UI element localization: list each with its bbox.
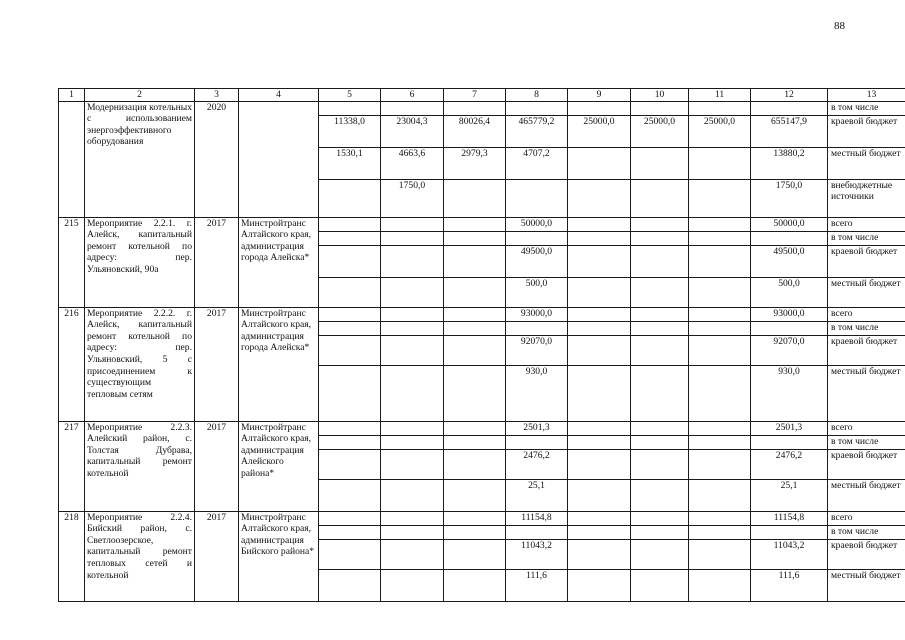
value-cell: 930,0	[751, 365, 828, 421]
column-header: 8	[506, 89, 568, 102]
value-cell	[319, 179, 381, 217]
funding-source: в том числе	[828, 321, 905, 335]
value-cell	[568, 277, 631, 307]
column-header: 2	[85, 89, 195, 102]
column-header: 10	[631, 89, 689, 102]
measure-title: Мероприятие 2.2.2. г. Алейск, капитальный ремонт котельной по адресу: пер. Ульяновский, 5 с присоединением к существующим тепловым сетям	[85, 307, 195, 421]
value-cell	[689, 217, 751, 231]
value-cell	[568, 245, 631, 277]
measure-title: Мероприятие 2.2.3. Алейский район, с. Толстая Дубрава, капитальный ремонт котельной	[85, 421, 195, 511]
value-cell	[319, 421, 381, 435]
value-cell	[568, 539, 631, 569]
value-cell: 11043,2	[751, 539, 828, 569]
value-cell	[319, 525, 381, 539]
funding-source: местный бюджет	[828, 277, 905, 307]
value-cell	[751, 321, 828, 335]
value-cell: 93000,0	[751, 307, 828, 321]
row-number: 216	[59, 307, 85, 421]
measure-year: 2020	[195, 101, 239, 217]
funding-source: местный бюджет	[828, 569, 905, 601]
value-cell	[631, 365, 689, 421]
funding-source: краевой бюджет	[828, 539, 905, 569]
value-cell	[631, 435, 689, 449]
value-cell	[506, 321, 568, 335]
value-cell	[381, 365, 444, 421]
funding-source: краевой бюджет	[828, 115, 905, 147]
value-cell	[631, 525, 689, 539]
value-cell	[631, 245, 689, 277]
measure-year: 2017	[195, 511, 239, 601]
value-cell	[689, 449, 751, 479]
value-cell: 92070,0	[506, 335, 568, 365]
measure-year: 2017	[195, 307, 239, 421]
column-header: 6	[381, 89, 444, 102]
value-cell: 500,0	[506, 277, 568, 307]
value-cell: 92070,0	[751, 335, 828, 365]
value-cell	[631, 335, 689, 365]
value-cell	[631, 101, 689, 115]
value-cell	[689, 245, 751, 277]
value-cell	[381, 435, 444, 449]
value-cell	[568, 479, 631, 511]
value-cell	[568, 365, 631, 421]
value-cell: 500,0	[751, 277, 828, 307]
value-cell	[506, 435, 568, 449]
value-cell	[689, 307, 751, 321]
measure-title: Мероприятие 2.2.4. Бийский район, с. Светлоозерское, капитальный ремонт тепловых сетей и котельной	[85, 511, 195, 601]
value-cell	[444, 231, 506, 245]
value-cell	[631, 147, 689, 179]
funding-source: в том числе	[828, 435, 905, 449]
value-cell	[444, 217, 506, 231]
measure-executor: Минстройтранс Алтайского края, администрация города Алейска*	[239, 217, 319, 307]
value-cell	[689, 525, 751, 539]
value-cell	[444, 421, 506, 435]
value-cell: 465779,2	[506, 115, 568, 147]
value-cell	[689, 435, 751, 449]
value-cell	[568, 569, 631, 601]
value-cell	[381, 539, 444, 569]
row-number	[59, 101, 85, 217]
value-cell: 2476,2	[751, 449, 828, 479]
value-cell: 50000,0	[751, 217, 828, 231]
funding-source: в том числе	[828, 525, 905, 539]
row-number: 215	[59, 217, 85, 307]
value-cell	[381, 449, 444, 479]
column-header: 5	[319, 89, 381, 102]
measure-title: Мероприятие 2.2.1. г. Алейск, капитальный ремонт котельной по адресу: пер. Ульяновский, 90а	[85, 217, 195, 307]
value-cell	[319, 321, 381, 335]
value-cell: 2979,3	[444, 147, 506, 179]
value-cell: 2476,2	[506, 449, 568, 479]
value-cell: 25000,0	[689, 115, 751, 147]
value-cell	[319, 217, 381, 231]
funding-source: внебюджетные источники	[828, 179, 905, 217]
value-cell	[381, 479, 444, 511]
value-cell	[631, 421, 689, 435]
funding-source: всего	[828, 421, 905, 435]
value-cell	[751, 435, 828, 449]
page-number: 88	[834, 20, 845, 32]
value-cell	[751, 525, 828, 539]
value-cell: 2501,3	[751, 421, 828, 435]
table-row	[59, 421, 905, 435]
value-cell	[506, 525, 568, 539]
table-row	[59, 307, 905, 321]
value-cell	[631, 479, 689, 511]
value-cell	[444, 569, 506, 601]
value-cell	[689, 231, 751, 245]
column-header: 1	[59, 89, 85, 102]
value-cell	[506, 179, 568, 217]
funding-source: краевой бюджет	[828, 449, 905, 479]
funding-source: всего	[828, 511, 905, 525]
value-cell	[381, 421, 444, 435]
value-cell	[568, 421, 631, 435]
value-cell: 49500,0	[751, 245, 828, 277]
value-cell	[751, 101, 828, 115]
column-header: 4	[239, 89, 319, 102]
value-cell	[631, 231, 689, 245]
value-cell	[568, 449, 631, 479]
funding-source: краевой бюджет	[828, 245, 905, 277]
value-cell	[444, 179, 506, 217]
value-cell: 93000,0	[506, 307, 568, 321]
value-cell: 111,6	[751, 569, 828, 601]
column-header: 3	[195, 89, 239, 102]
value-cell	[568, 525, 631, 539]
value-cell	[751, 231, 828, 245]
value-cell	[631, 277, 689, 307]
column-header: 11	[689, 89, 751, 102]
value-cell: 23004,3	[381, 115, 444, 147]
value-cell	[631, 217, 689, 231]
budget-table	[58, 88, 905, 602]
value-cell	[444, 321, 506, 335]
value-cell	[319, 101, 381, 115]
value-cell	[319, 307, 381, 321]
value-cell	[506, 231, 568, 245]
value-cell	[444, 277, 506, 307]
value-cell	[444, 525, 506, 539]
measure-executor: Минстройтранс Алтайского края, администрация Бийского района*	[239, 511, 319, 601]
funding-source: местный бюджет	[828, 479, 905, 511]
value-cell	[689, 569, 751, 601]
value-cell: 11154,8	[751, 511, 828, 525]
measure-title: Модернизация котельных с использованием энергоэффективного оборудования	[85, 101, 195, 217]
value-cell	[319, 365, 381, 421]
value-cell	[381, 321, 444, 335]
value-cell: 4707,2	[506, 147, 568, 179]
value-cell	[631, 449, 689, 479]
value-cell: 2501,3	[506, 421, 568, 435]
value-cell	[444, 307, 506, 321]
value-cell	[631, 539, 689, 569]
header-row	[59, 89, 905, 102]
value-cell	[568, 217, 631, 231]
value-cell	[381, 231, 444, 245]
value-cell	[689, 101, 751, 115]
funding-source: в том числе	[828, 231, 905, 245]
column-header: 13	[828, 89, 905, 102]
value-cell	[381, 245, 444, 277]
value-cell	[689, 277, 751, 307]
column-header: 12	[751, 89, 828, 102]
value-cell: 50000,0	[506, 217, 568, 231]
value-cell: 80026,4	[444, 115, 506, 147]
funding-source: в том числе	[828, 101, 905, 115]
value-cell	[689, 511, 751, 525]
value-cell	[689, 421, 751, 435]
value-cell	[568, 335, 631, 365]
value-cell	[381, 101, 444, 115]
value-cell	[444, 101, 506, 115]
measure-executor	[239, 101, 319, 217]
funding-source: местный бюджет	[828, 147, 905, 179]
value-cell	[444, 435, 506, 449]
value-cell	[381, 525, 444, 539]
value-cell	[631, 307, 689, 321]
value-cell	[381, 217, 444, 231]
value-cell: 49500,0	[506, 245, 568, 277]
value-cell	[444, 479, 506, 511]
value-cell: 930,0	[506, 365, 568, 421]
value-cell	[568, 147, 631, 179]
funding-source: местный бюджет	[828, 365, 905, 421]
value-cell	[689, 539, 751, 569]
column-header: 9	[568, 89, 631, 102]
measure-year: 2017	[195, 421, 239, 511]
value-cell	[444, 365, 506, 421]
value-cell	[444, 449, 506, 479]
value-cell: 25000,0	[631, 115, 689, 147]
value-cell: 13880,2	[751, 147, 828, 179]
value-cell	[381, 277, 444, 307]
value-cell: 1750,0	[751, 179, 828, 217]
value-cell	[381, 307, 444, 321]
value-cell	[381, 335, 444, 365]
value-cell	[319, 277, 381, 307]
value-cell	[631, 179, 689, 217]
value-cell: 11154,8	[506, 511, 568, 525]
value-cell	[568, 231, 631, 245]
value-cell	[631, 321, 689, 335]
table-row	[59, 511, 905, 525]
value-cell	[319, 335, 381, 365]
value-cell	[319, 231, 381, 245]
funding-source: всего	[828, 307, 905, 321]
value-cell	[319, 479, 381, 511]
value-cell	[689, 321, 751, 335]
value-cell	[444, 245, 506, 277]
value-cell	[631, 511, 689, 525]
row-number: 217	[59, 421, 85, 511]
value-cell	[568, 179, 631, 217]
value-cell	[444, 539, 506, 569]
value-cell	[568, 101, 631, 115]
measure-executor: Минстройтранс Алтайского края, администрация Алейского района*	[239, 421, 319, 511]
value-cell	[381, 511, 444, 525]
value-cell: 4663,6	[381, 147, 444, 179]
value-cell	[568, 321, 631, 335]
measure-year: 2017	[195, 217, 239, 307]
table-row	[59, 217, 905, 231]
value-cell: 1750,0	[381, 179, 444, 217]
value-cell: 11338,0	[319, 115, 381, 147]
measure-executor: Минстройтранс Алтайского края, администрация города Алейска*	[239, 307, 319, 421]
value-cell: 25,1	[751, 479, 828, 511]
value-cell	[689, 147, 751, 179]
row-number: 218	[59, 511, 85, 601]
value-cell	[568, 511, 631, 525]
value-cell	[319, 435, 381, 449]
table-row	[59, 101, 905, 115]
value-cell: 1530,1	[319, 147, 381, 179]
value-cell: 655147,9	[751, 115, 828, 147]
value-cell	[319, 569, 381, 601]
value-cell	[689, 179, 751, 217]
funding-source: всего	[828, 217, 905, 231]
value-cell	[506, 101, 568, 115]
value-cell	[444, 511, 506, 525]
value-cell	[319, 449, 381, 479]
value-cell	[381, 569, 444, 601]
value-cell	[689, 479, 751, 511]
value-cell	[689, 365, 751, 421]
value-cell	[319, 539, 381, 569]
funding-source: краевой бюджет	[828, 335, 905, 365]
value-cell	[319, 511, 381, 525]
value-cell: 25000,0	[568, 115, 631, 147]
value-cell	[631, 569, 689, 601]
value-cell	[568, 435, 631, 449]
value-cell: 11043,2	[506, 539, 568, 569]
value-cell: 111,6	[506, 569, 568, 601]
value-cell	[319, 245, 381, 277]
value-cell: 25,1	[506, 479, 568, 511]
value-cell	[568, 307, 631, 321]
value-cell	[444, 335, 506, 365]
column-header: 7	[444, 89, 506, 102]
value-cell	[689, 335, 751, 365]
